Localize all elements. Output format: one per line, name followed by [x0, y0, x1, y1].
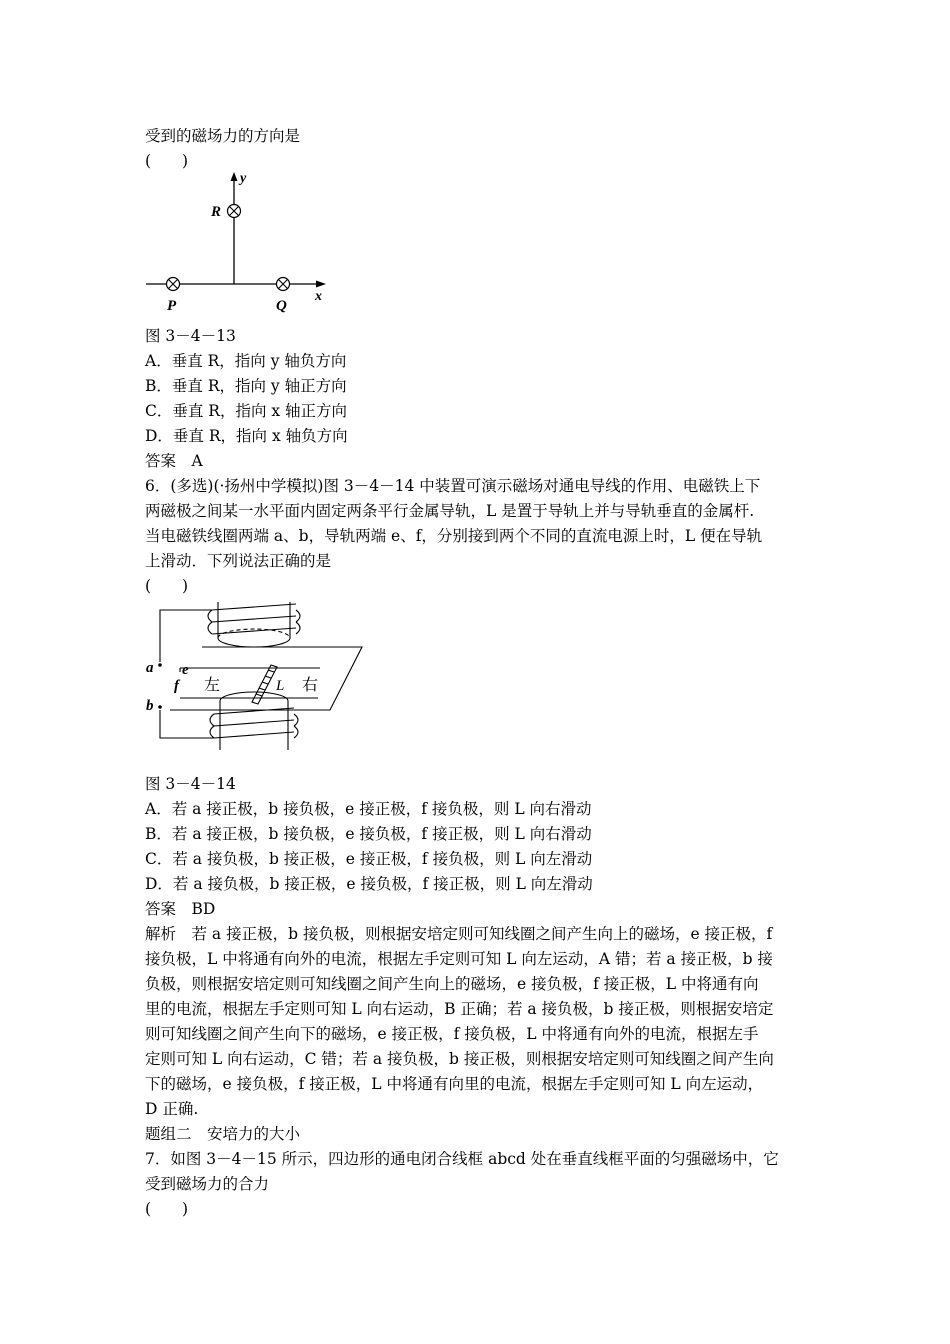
q6-analysis-line-8: D 正确.: [145, 1100, 199, 1118]
q5-option-b: B．垂直 R，指向 y 轴正方向: [145, 377, 347, 395]
lower-coil-left-2: [210, 726, 214, 738]
q5-stem-tail: 受到的磁场力的方向是: [145, 127, 301, 145]
rod-hatch-4: [265, 676, 271, 678]
q6-option-a: A．若 a 接正极，b 接负极，e 接正极，f 接负极，则 L 向右滑动: [145, 800, 592, 818]
label-left: 左: [204, 677, 221, 694]
rod-hatch-2: [259, 688, 265, 690]
label-b: b: [146, 698, 154, 714]
upper-core-bottom-back: [218, 629, 290, 638]
upper-coil-left-2: [208, 622, 212, 634]
upper-coil-right-1: [296, 610, 300, 622]
q5-answer: 答案 A: [145, 452, 203, 470]
upper-core-bottom-front: [218, 638, 290, 647]
wire-q-into-page-icon: [277, 278, 290, 291]
label-p: P: [167, 298, 177, 314]
fig-label-3-4-13: 图 3－4－13: [145, 327, 236, 345]
q6-analysis-line-1: 解析 若 a 接正极，b 接负极，则根据安培定则可知线圈之间产生向上的磁场，e 接正极，f: [145, 925, 773, 943]
q5-option-a: A．垂直 R，指向 y 轴负方向: [145, 352, 347, 370]
upper-coil-right-2: [296, 622, 300, 634]
q7-stem-line-1: 7．如图 3－4－15 所示，四边形的通电闭合线框 abcd 处在垂直线框平面的匀强磁场中，它: [145, 1150, 779, 1168]
wire-p-into-page-icon: [167, 278, 180, 291]
lower-winding-1: [214, 708, 294, 714]
lower-winding-2: [214, 720, 294, 726]
q5-option-c: C．垂直 R，指向 x 轴正方向: [145, 402, 348, 420]
figure-3-4-13: [140, 168, 340, 320]
q6-analysis-line-5: 则可知线圈之间产生向下的磁场，e 接正极，f 接负极，L 中将通有向外的电流，根据左手: [145, 1025, 759, 1043]
rod-hatch-1: [256, 694, 262, 696]
label-y: y: [240, 171, 247, 186]
lower-coil-right-2: [294, 726, 298, 738]
label-rod-l: L: [276, 678, 285, 694]
horizontal-plane: [170, 647, 362, 710]
lower-coil-right-1: [294, 714, 298, 726]
label-r: R: [211, 204, 222, 220]
upper-winding-2: [212, 616, 296, 622]
electromagnet-diagram: [140, 598, 370, 758]
upper-coil-left-1: [208, 610, 212, 622]
terminal-a-dot: [158, 663, 162, 667]
q6-analysis-line-2: 接负极，L 中将通有向外的电流，根据左手定则可知 L 向左运动，A 错；若 a 接正极，b 接: [145, 950, 773, 968]
rod-hatch-5: [268, 670, 274, 672]
figure-3-4-14: [140, 598, 370, 762]
q6-answer-blank: ( ): [145, 577, 189, 595]
section-heading-group-2: 题组二 安培力的大小: [145, 1125, 301, 1143]
label-q: Q: [276, 298, 287, 314]
q6-analysis-line-6: 定则可知 L 向右运动，C 错；若 a 接负极，b 接正极，则根据安培定则可知线圈之间产生向: [145, 1050, 774, 1068]
q6-option-c: C．若 a 接负极，b 接正极，e 接正极，f 接负极，则 L 向左滑动: [145, 850, 593, 868]
lead-wire-b: [160, 710, 214, 738]
label-right: 右: [302, 677, 319, 694]
label-a: a: [146, 660, 154, 676]
fig-label-3-4-14: 图 3－4－14: [145, 775, 236, 793]
label-x: x: [315, 289, 322, 304]
q5-option-d: D．垂直 R，指向 x 轴负方向: [145, 427, 348, 445]
lead-wire-a: [160, 610, 212, 662]
q6-analysis-line-3: 负极，则根据安培定则可知线圈之间产生向上的磁场，e 接负极，f 接正极，L 中将通有向: [145, 975, 759, 993]
q6-stem-line-4: 上滑动．下列说法正确的是: [145, 552, 332, 570]
lower-coil-left-1: [210, 714, 214, 726]
q6-option-b: B．若 a 接正极，b 接负极，e 接负极，f 接正极，则 L 向右滑动: [145, 825, 592, 843]
q6-stem-line-1: 6．(多选)(·扬州中学模拟)图 3－4－14 中装置可演示磁场对通电导线的作用、电磁铁上下: [145, 477, 761, 495]
q6-stem-line-2: 两磁极之间某一水平面内固定两条平行金属导轨，L 是置于导轨上并与导轨垂直的金属杆.: [145, 502, 755, 520]
q5-answer-blank: ( ): [145, 152, 189, 170]
q7-stem-line-2: 受到磁场力的合力: [145, 1175, 270, 1193]
x-axis-arrow: [316, 281, 326, 288]
y-axis-arrow: [231, 172, 238, 181]
rod-hatch-3: [262, 682, 268, 684]
q6-analysis-line-4: 里的电流，根据左手定则可知 L 向右运动，B 正确；若 a 接负极，b 接正极，则根据安培定: [145, 1000, 774, 1018]
q6-stem-line-3: 当电磁铁线圈两端 a、b，导轨两端 e、f，分别接到两个不同的直流电源上时，L 便在导轨: [145, 527, 763, 545]
q7-answer-blank: ( ): [145, 1200, 189, 1218]
q6-analysis-line-7: 下的磁场，e 接负极，f 接正极，L 中将通有向里的电流，根据左手定则可知 L 向左运动，: [145, 1075, 764, 1093]
q6-option-d: D．若 a 接负极，b 接正极，e 接负极，f 接正极，则 L 向左滑动: [145, 875, 593, 893]
wire-r-into-page-icon: [228, 205, 241, 218]
lower-winding-3: [214, 732, 294, 738]
upper-winding-1: [212, 604, 296, 610]
q6-answer: 答案 BD: [145, 900, 216, 918]
terminal-b-dot: [158, 705, 162, 709]
label-f: f: [174, 678, 179, 694]
label-e: e: [182, 662, 189, 678]
axes-diagram: [140, 168, 340, 316]
